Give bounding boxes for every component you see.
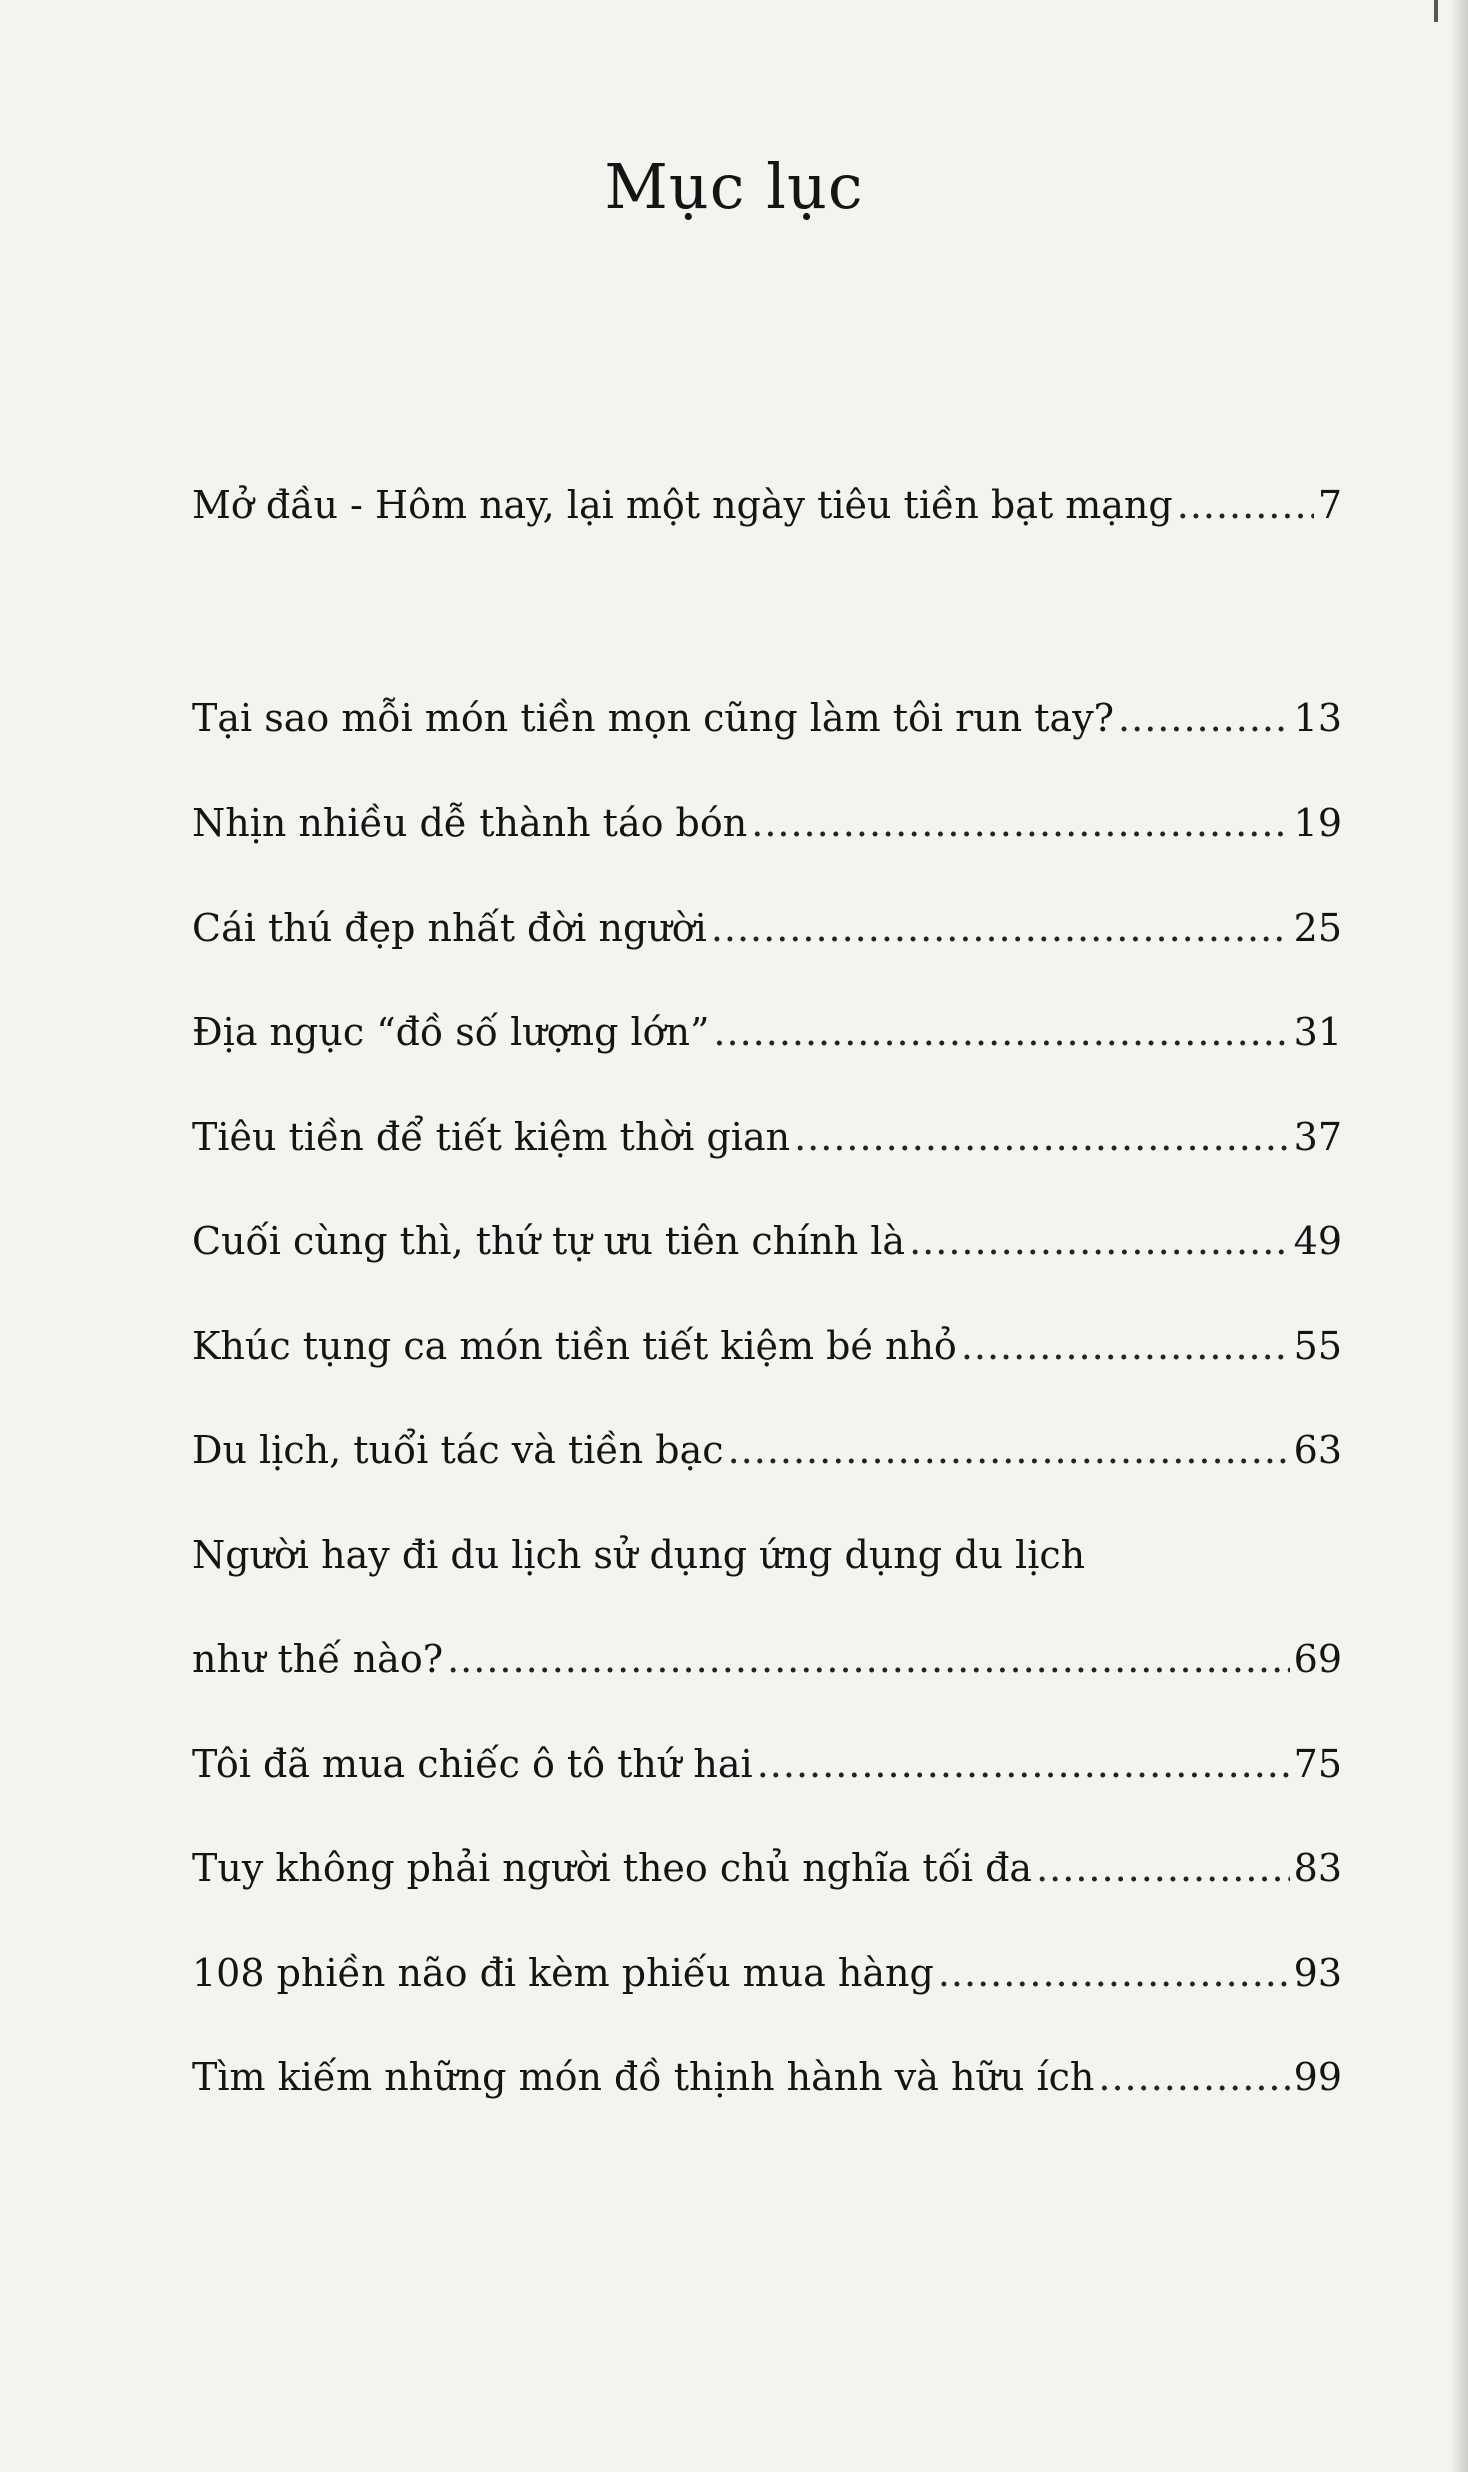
toc-leader-dots (751, 798, 1289, 848)
toc-entry-page: 75 (1293, 1742, 1342, 1786)
toc-entry-label-line1: Người hay đi du lịch sử dụng ứng dụng du lịch (192, 1533, 1086, 1577)
toc-entry-label: Địa ngục “đồ số lượng lớn” (192, 1010, 710, 1054)
toc-entry (192, 903, 1342, 953)
toc-leader-dots (1098, 2052, 1289, 2102)
toc-entry-page: 49 (1293, 1219, 1342, 1263)
toc-entry (192, 1321, 1342, 1371)
toc-entry (192, 1843, 1342, 1893)
toc-entry-label: Tìm kiếm những món đồ thịnh hành và hữu ích (192, 2055, 1095, 2099)
toc-leader-dots (961, 1321, 1290, 1371)
toc-entry-page: 69 (1293, 1637, 1342, 1681)
toc-leader-dots (1118, 693, 1290, 743)
toc-entry (192, 1634, 1342, 1684)
toc-leader-dots (728, 1425, 1290, 1475)
toc-entry-page: 19 (1293, 801, 1342, 845)
toc-entry-label: Tuy không phải người theo chủ nghĩa tối đa (192, 1846, 1033, 1890)
toc-leader-dots (711, 903, 1290, 953)
toc-entry-page: 55 (1293, 1324, 1342, 1368)
toc-entry (192, 1112, 1342, 1162)
page-title: Mục lục (604, 150, 864, 223)
toc-entry-page: 99 (1293, 2055, 1342, 2099)
toc-entry (192, 1425, 1342, 1475)
toc-entry (192, 1007, 1342, 1057)
toc-entry (192, 693, 1342, 743)
toc-entry-page: 83 (1293, 1846, 1342, 1890)
toc-entry-label: Mở đầu - Hôm nay, lại một ngày tiêu tiền bạt mạng (192, 483, 1173, 527)
toc-entry-page: 93 (1293, 1951, 1342, 1995)
toc-entry-label: Khúc tụng ca món tiền tiết kiệm bé nhỏ (192, 1324, 957, 1368)
toc-entry-label: Cái thú đẹp nhất đời người (192, 906, 707, 950)
page-edge-shadow (1450, 0, 1468, 2472)
toc-leader-dots (713, 1007, 1289, 1057)
toc-entry-label: Cuối cùng thì, thứ tự ưu tiên chính là (192, 1219, 906, 1263)
toc-leader-dots (938, 1948, 1290, 1998)
toc-leader-dots (447, 1634, 1290, 1684)
toc-leader-dots (757, 1739, 1290, 1789)
toc-leader-dots (794, 1112, 1290, 1162)
toc-entry (192, 1948, 1342, 1998)
toc-entry (192, 2052, 1342, 2102)
toc-leader-dots (1177, 480, 1314, 530)
toc-entry-label: như thế nào? (192, 1637, 444, 1681)
toc-entry-page: 37 (1293, 1115, 1342, 1159)
toc-entry-page: 25 (1293, 906, 1342, 950)
toc-entry (192, 480, 1342, 530)
toc-entry-page: 13 (1293, 696, 1342, 740)
toc-entry-label: Du lịch, tuổi tác và tiền bạc (192, 1428, 724, 1472)
toc-entry-page: 63 (1293, 1428, 1342, 1472)
toc-entry-label: Nhịn nhiều dễ thành táo bón (192, 801, 748, 845)
toc-entry-label: Tại sao mỗi món tiền mọn cũng làm tôi run tay? (192, 696, 1115, 740)
corner-mark (1434, 0, 1438, 22)
toc-leader-dots (909, 1216, 1290, 1266)
toc-entry-page: 31 (1293, 1010, 1342, 1054)
toc-entry (192, 1216, 1342, 1266)
toc-entry (192, 798, 1342, 848)
toc-entry-page: 7 (1317, 483, 1342, 527)
toc-leader-dots (1036, 1843, 1290, 1893)
toc-entry-label: 108 phiền não đi kèm phiếu mua hàng (192, 1951, 934, 1995)
toc-entry-label: Tôi đã mua chiếc ô tô thứ hai (192, 1742, 753, 1786)
toc-entry (192, 1739, 1342, 1789)
toc-entry-label: Tiêu tiền để tiết kiệm thời gian (192, 1115, 791, 1159)
